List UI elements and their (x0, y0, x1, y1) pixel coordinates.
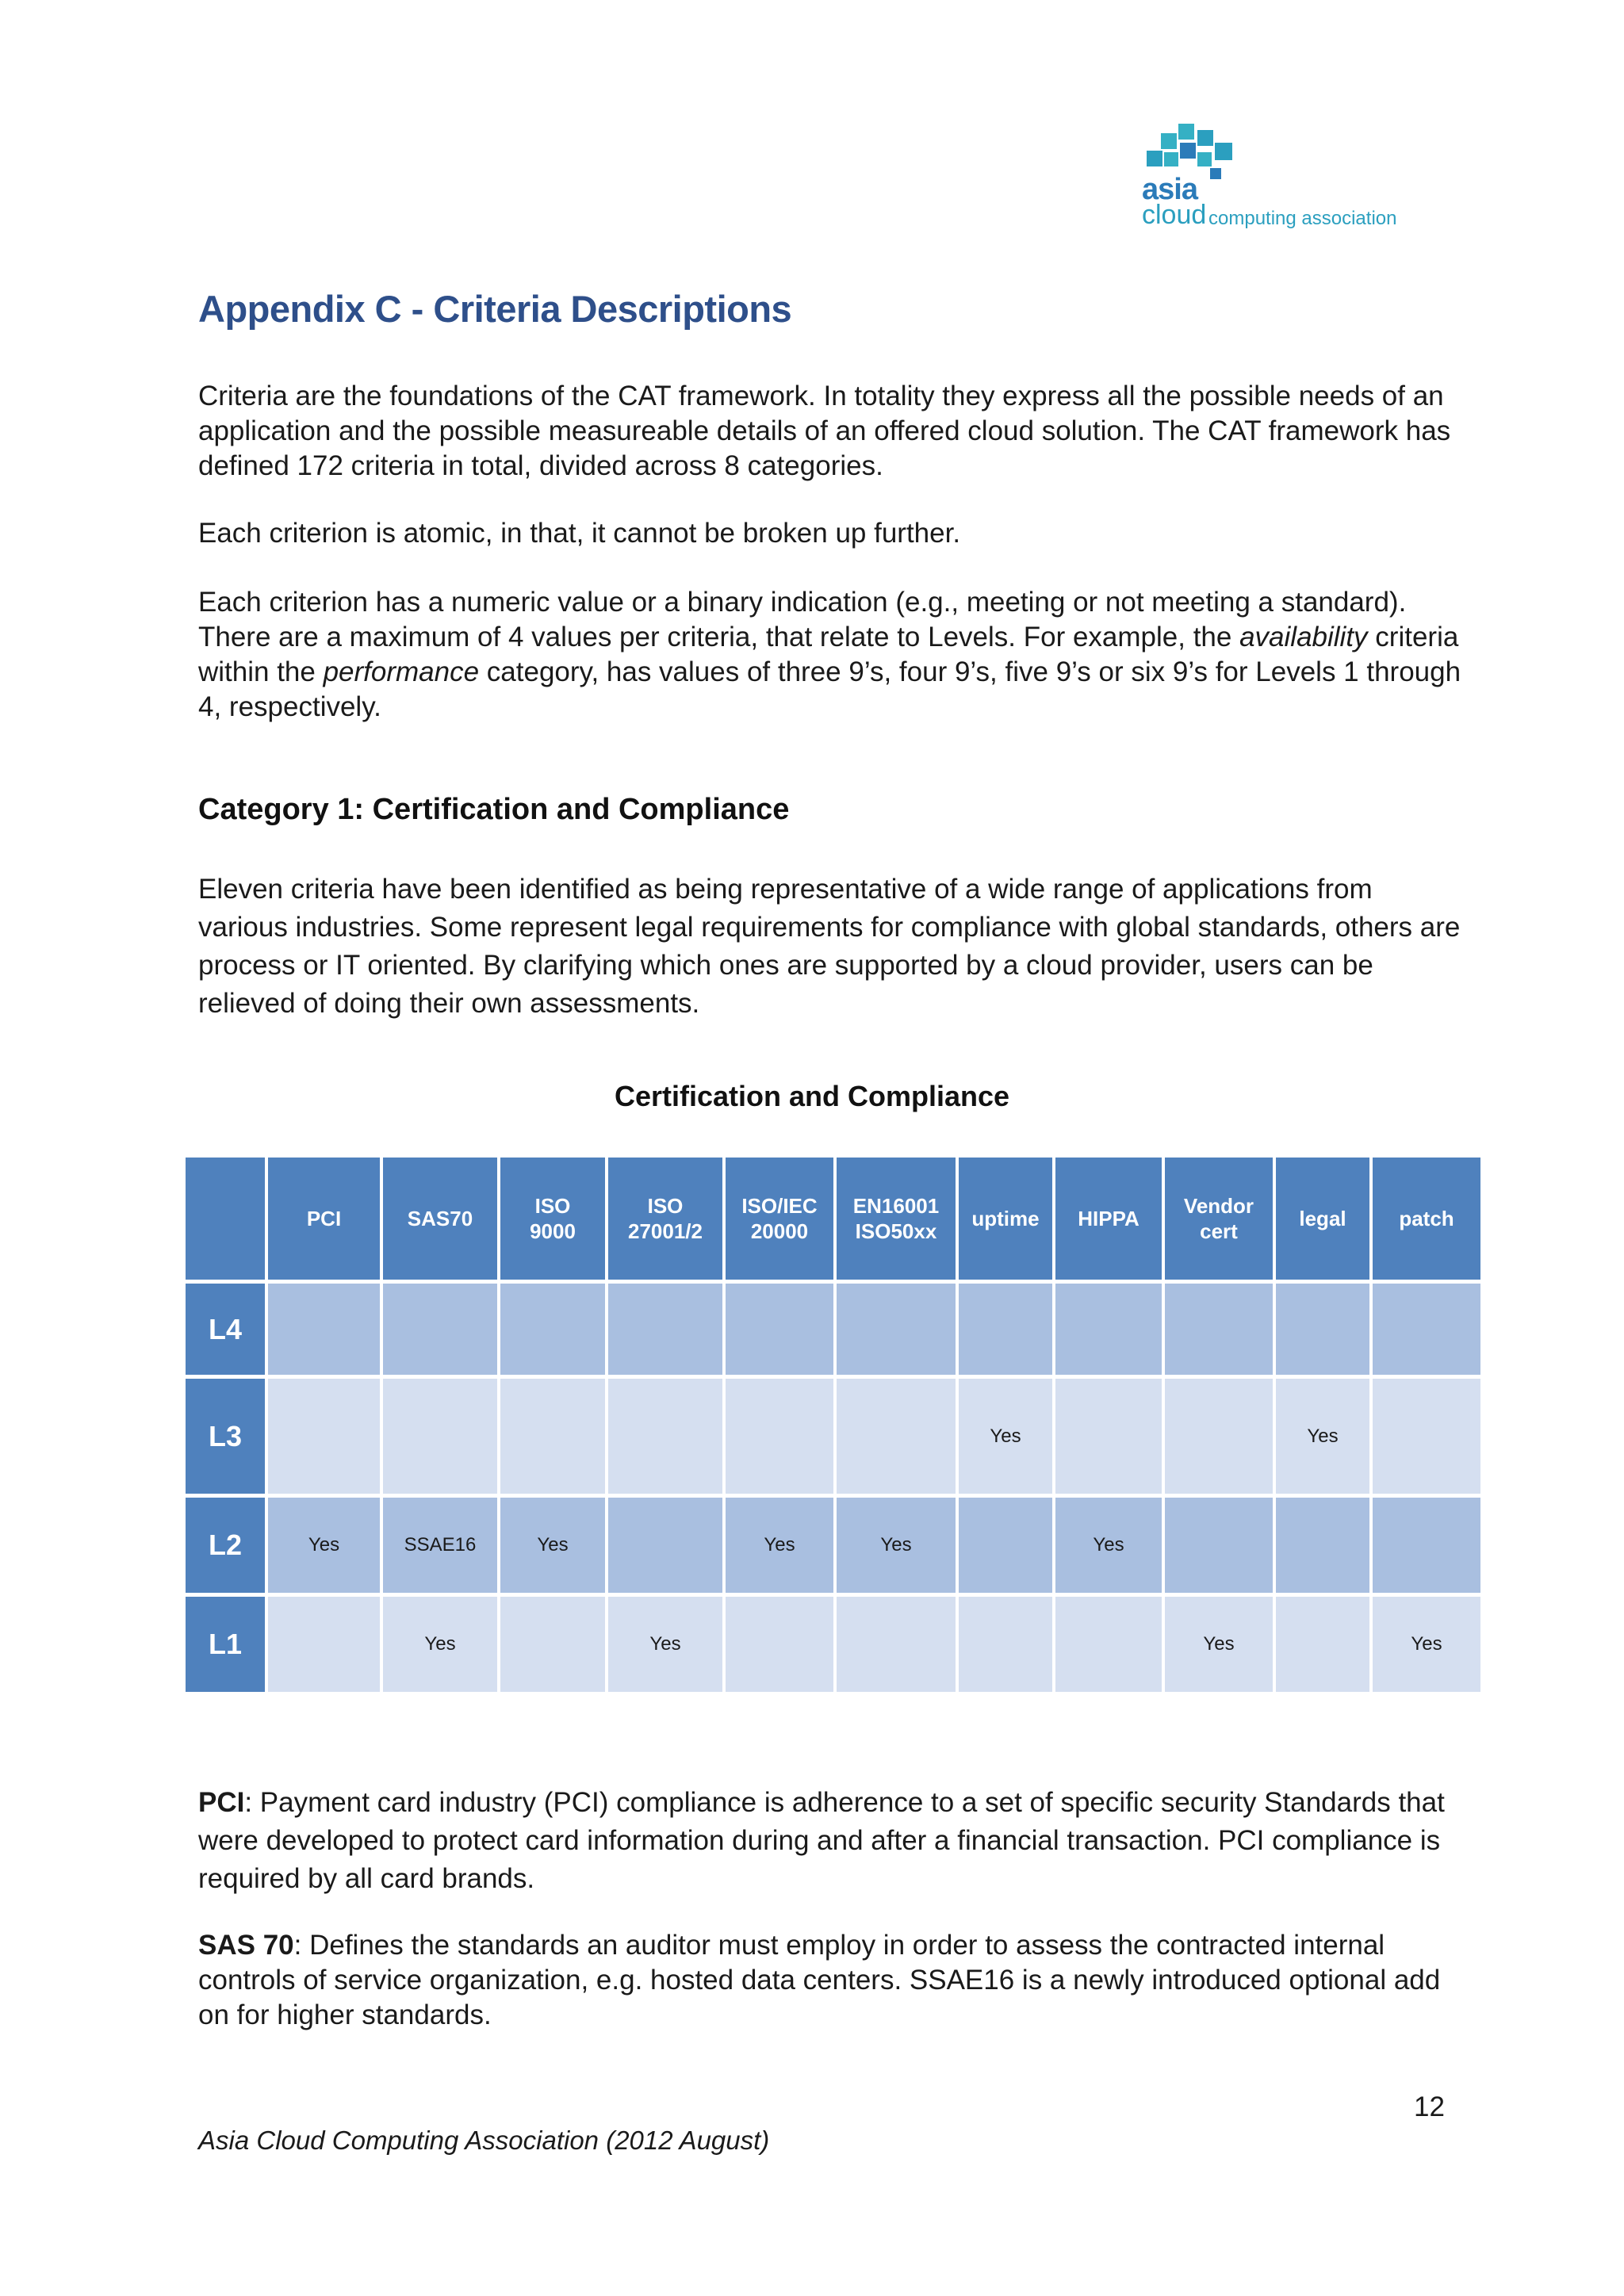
table-cell: Yes (500, 1498, 605, 1593)
page-number: 12 (1414, 2091, 1445, 2122)
table-cell: Yes (383, 1597, 497, 1692)
table-row (186, 1284, 1480, 1375)
values-text-3: category, has values of three 9’s, four 9’s, five 9’s or six 9’s for Levels 1 through 4, respectively. (198, 656, 1461, 722)
table-cell (959, 1498, 1052, 1593)
table-row (186, 1379, 1480, 1494)
table-cell: Yes (1276, 1379, 1369, 1494)
column-header: Vendor cert (1165, 1158, 1273, 1280)
table-cell (1165, 1498, 1273, 1593)
values-text-1: Each criterion has a numeric value or a binary indication (e.g., meeting or not meeting a standard). There are a maximum of 4 values per criteria, that relate to Levels. For example, the (198, 587, 1407, 652)
column-header: PCI (268, 1158, 380, 1280)
column-header: ISO 9000 (500, 1158, 605, 1280)
compliance-table (182, 1154, 1484, 1696)
table-cell (1276, 1597, 1369, 1692)
table-row (186, 1597, 1480, 1692)
level-label: L1 (186, 1597, 265, 1692)
table-cell: Yes (268, 1498, 380, 1593)
column-header: ISO/IEC 20000 (726, 1158, 833, 1280)
page-footer: Asia Cloud Computing Association (2012 August) (198, 2126, 770, 2155)
logo-text-rest: computing association (1208, 208, 1397, 229)
table-cell (1165, 1284, 1273, 1375)
table-cell (1373, 1284, 1480, 1375)
header-corner (186, 1158, 265, 1280)
definition-text-sas70: : Defines the standards an auditor must employ in order to assess the contracted internal controls of service organization, e.g. hosted data centers. SSAE16 is a newly introduced optional add on for higher standards. (198, 1930, 1441, 2030)
table-cell (726, 1284, 833, 1375)
table-cell (1055, 1597, 1162, 1692)
values-text-2: criteria within the (198, 622, 1459, 687)
column-header: EN16001 ISO50xx (837, 1158, 956, 1280)
column-header: ISO 27001/2 (608, 1158, 722, 1280)
table-cell (500, 1597, 605, 1692)
table-cell (500, 1284, 605, 1375)
table-cell (1373, 1498, 1480, 1593)
table-cell (500, 1379, 605, 1494)
logo-text-cloud: cloud (1142, 200, 1207, 230)
table-cell (837, 1284, 956, 1375)
table-cell (837, 1379, 956, 1494)
column-header: legal (1276, 1158, 1369, 1280)
association-logo (1140, 119, 1402, 238)
column-header: HIPPA (1055, 1158, 1162, 1280)
table-cell: Yes (608, 1597, 722, 1692)
table-cell (383, 1284, 497, 1375)
table-cell (268, 1379, 380, 1494)
column-header: patch (1373, 1158, 1480, 1280)
definition-text-pci: : Payment card industry (PCI) compliance is adherence to a set of specific security Standards that were developed to protect card information during and after a financial transaction. PCI compliance is required by all card brands. (198, 1787, 1445, 1894)
table-cell (726, 1379, 833, 1494)
table-cell (1276, 1284, 1369, 1375)
table-cell (268, 1284, 380, 1375)
table-cell (837, 1597, 956, 1692)
level-label: L2 (186, 1498, 265, 1593)
table-cell (1055, 1284, 1162, 1375)
definition-term-pci: PCI (198, 1787, 245, 1818)
table-cell (608, 1498, 722, 1593)
category-heading: Category 1: Certification and Compliance (198, 793, 790, 826)
table-cell: Yes (726, 1498, 833, 1593)
table-cell (1276, 1498, 1369, 1593)
definition-pci (198, 1784, 1467, 1898)
logo-text-asia: asia (1142, 173, 1197, 206)
table-cell: SSAE16 (383, 1498, 497, 1593)
definition-sas70 (198, 1928, 1467, 2033)
table-cell (608, 1284, 722, 1375)
table-cell: Yes (1373, 1597, 1480, 1692)
intro-paragraph-2: Each criterion is atomic, in that, it cannot be broken up further. (198, 518, 961, 549)
column-header: SAS70 (383, 1158, 497, 1280)
intro-paragraph-1: Criteria are the foundations of the CAT framework. In totality they express all the possible needs of an application and the possible measureable details of an offered cloud solution. The CAT framework has defined 172 criteria in total, divided across 8 categories. (198, 381, 1451, 481)
table-cell (959, 1284, 1052, 1375)
table-cell: Yes (1055, 1498, 1162, 1593)
values-emphasis-availability: availability (1239, 622, 1368, 652)
column-header: uptime (959, 1158, 1052, 1280)
table-cell: Yes (1165, 1597, 1273, 1692)
table-cell: Yes (959, 1379, 1052, 1494)
table-caption: Certification and Compliance (614, 1080, 1010, 1112)
table-cell: Yes (837, 1498, 956, 1593)
values-emphasis-performance: performance (323, 656, 480, 687)
table-cell (959, 1597, 1052, 1692)
level-label: L3 (186, 1379, 265, 1494)
table-cell (726, 1597, 833, 1692)
table-header-row (186, 1158, 1480, 1280)
level-label: L4 (186, 1284, 265, 1375)
table-cell (1373, 1379, 1480, 1494)
table-cell (608, 1379, 722, 1494)
table-cell (1165, 1379, 1273, 1494)
table-row (186, 1498, 1480, 1593)
table-cell (1055, 1379, 1162, 1494)
category-paragraph: Eleven criteria have been identified as being representative of a wide range of applications from various industries. Some represent legal requirements for compliance with global standards, others are process or IT oriented. By clarifying which ones are supported by a cloud provider, users can be relieved of doing their own assessments. (198, 874, 1461, 1019)
table-cell (383, 1379, 497, 1494)
definition-term-sas70: SAS 70 (198, 1930, 294, 1961)
page-title: Appendix C - Criteria Descriptions (198, 288, 792, 330)
values-paragraph (198, 585, 1467, 725)
table-cell (268, 1597, 380, 1692)
